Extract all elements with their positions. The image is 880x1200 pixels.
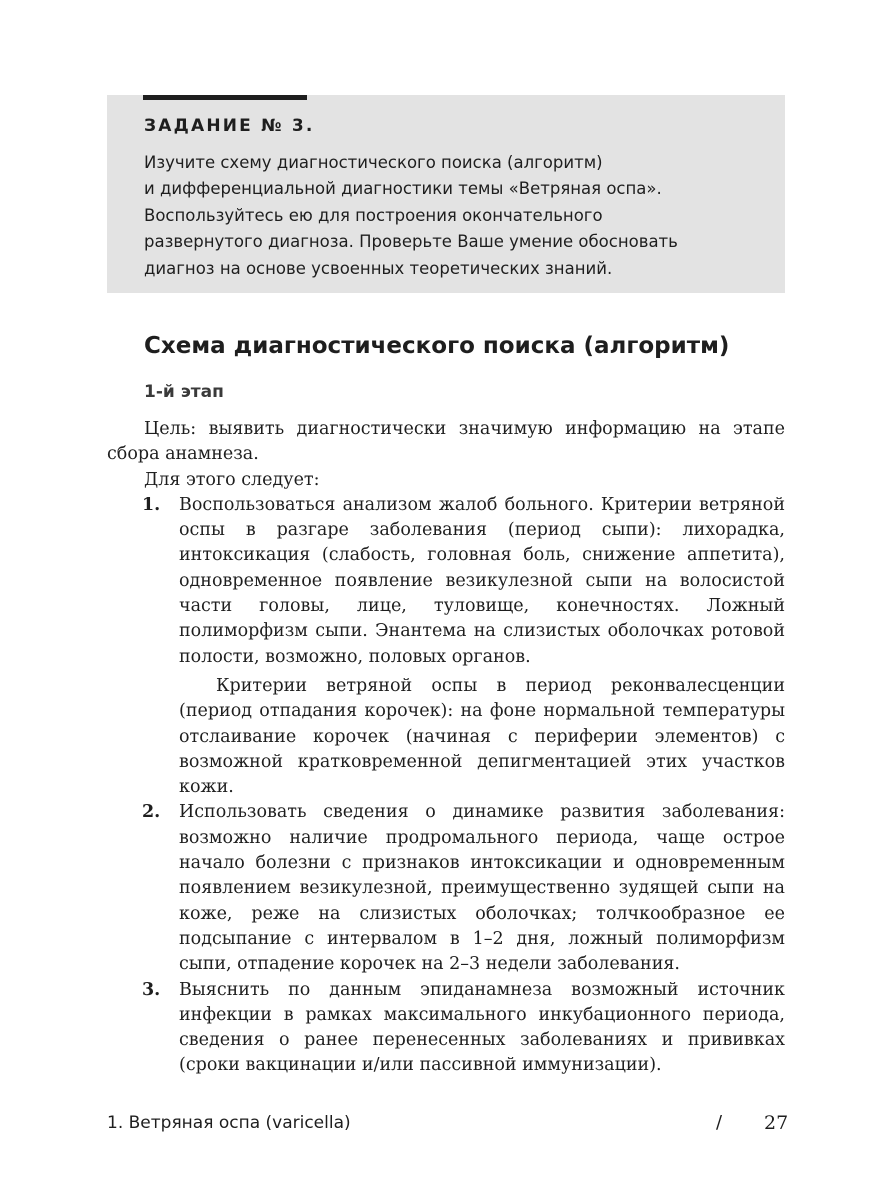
list-item-text: Воспользоваться анализом жалоб больного. Критерии ветряной оспы в разгаре заболевания (период сыпи): лихорадка, интоксикация (слабость, головная боль, снижение аппетита), одновременное появление везикулезной сыпи на волосистой части головы, лице, туловище, конечностях. Ложный полиморфизм сыпи. Энантема на слизистых оболочках ротовой полости, возможно, половых органов. (179, 494, 785, 667)
footer-separator: / (716, 1112, 723, 1133)
stage-title: 1-й этап (144, 382, 224, 402)
list-item (107, 978, 785, 1079)
list-item-number: 3. (142, 979, 161, 1000)
task-accent-bar (143, 95, 307, 100)
task-text-line: и дифференциальной диагностики темы «Ветряная оспа». (144, 179, 662, 199)
section-title: Схема диагностического поиска (алгоритм) (144, 333, 730, 359)
task-text-line: Изучите схему диагностического поиска (алгоритм) (144, 153, 603, 172)
list-item-text: Использовать сведения о динамике развития заболевания: возможно наличие продромального периода, чаще острое начало болезни с признаков интоксикации и одновременным появлением везикулезной, преимущественно зудящей сыпи на коже, реже на слизистых оболочках; толчкообразное ее подсыпание с интервалом в 1–2 дня, ложный полиморфизм сыпи, отпадение корочек на 2–3 недели заболевания. (179, 802, 785, 975)
body-text (107, 417, 785, 1079)
list-item-number: 1. (142, 494, 161, 515)
task-text (144, 150, 764, 282)
list-item-body (179, 800, 785, 977)
list-item-text: Выяснить по данным эпиданамнеза возможный источник инфекции в рамках максимального инкубационного периода, сведения о ранее перенесенных заболеваниях и прививках (сроки вакцинации и/или пассивной иммунизации). (179, 979, 785, 1076)
task-text-line: диагноз на основе усвоенных теоретических знаний. (144, 258, 613, 278)
list-item-subparagraph: Критерии ветряной оспы в период реконвалесценции (период отпадания корочек): на фоне нормальной температуры отслаивание корочек (начиная с периферии элементов) с возможной кратковременной депигментацией этих участков кожи. (179, 675, 785, 798)
list-item (107, 800, 785, 977)
goal-paragraph: Цель: выявить диагностически значимую информацию на этапе сбора анамнеза. (107, 419, 785, 465)
list-item-number: 2. (142, 802, 161, 823)
page-number: 27 (764, 1112, 789, 1134)
footer-chapter-title: 1. Ветряная оспа (varicella) (107, 1113, 351, 1133)
list-item-body (179, 493, 785, 801)
task-text-line: Воспользуйтесь ею для построения окончательного (144, 205, 603, 225)
list-item-body (179, 978, 785, 1079)
list-item (107, 493, 785, 801)
task-text-line: развернутого диагноза. Проверьте Ваше умение обосновать (144, 232, 678, 252)
task-title: ЗАДАНИЕ № 3. (144, 116, 315, 136)
lead-paragraph: Для этого следует: (144, 469, 320, 490)
